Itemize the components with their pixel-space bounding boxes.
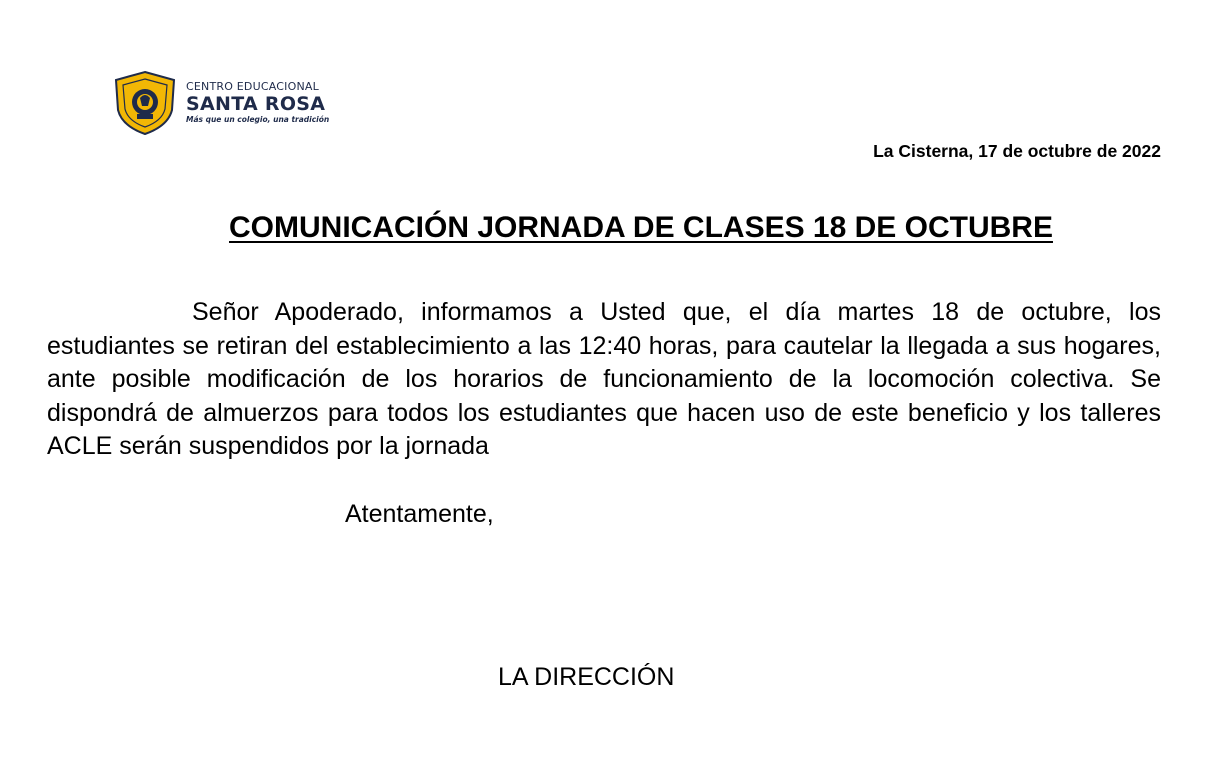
letter-body: Señor Apoderado, informamos a Usted que, el día martes 18 de octubre, los estudiantes se retiran del establecimiento a las 12:40 horas, para cautelar la llegada a sus hogares, ante posible modificación de los horarios de funcionamiento de la locomoción colectiva. Se dispondrá de almuerzos para todos los estudiantes que hacen uso de este beneficio y los talleres ACLE serán suspendidos por la jornada [47, 298, 1161, 460]
school-logo [112, 70, 342, 136]
document-title: COMUNICACIÓN JORNADA DE CLASES 18 DE OCTUBRE [229, 211, 1053, 244]
signature: LA DIRECCIÓN [498, 663, 675, 691]
logo-line-institution-type: CENTRO EDUCACIONAL [186, 80, 319, 93]
place-date: La Cisterna, 17 de octubre de 2022 [873, 141, 1161, 161]
logo-line-school-name: SANTA ROSA [186, 93, 326, 115]
logo-tagline: Más que un colegio, una tradición [186, 115, 330, 124]
closing-salutation: Atentamente, [345, 500, 494, 528]
school-crest-icon [112, 70, 178, 136]
